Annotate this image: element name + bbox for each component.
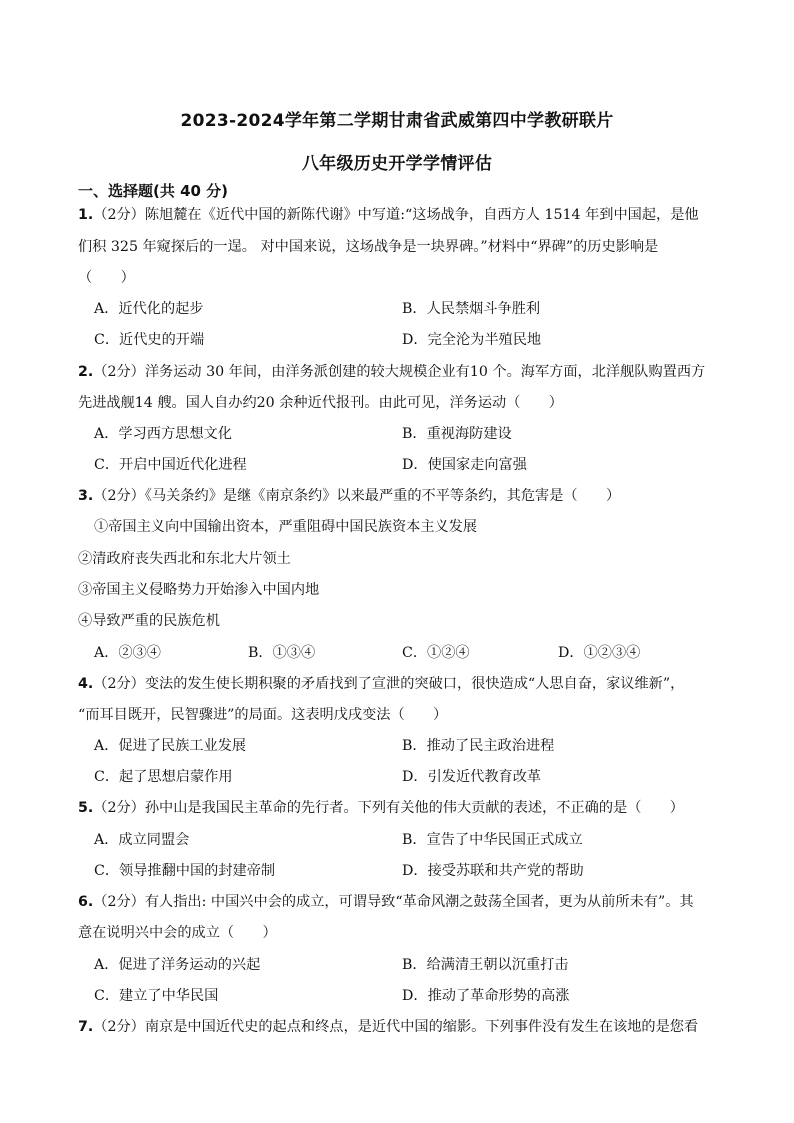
question-6-option-a: A．促进了洋务运动的兴起 bbox=[94, 957, 261, 973]
question-5-line-1 bbox=[78, 798, 728, 818]
question-number: 7. bbox=[78, 1019, 94, 1035]
question-text: 孙中山是我国民主革命的先行者。下列有关他的伟大贡献的表述，不正确的是（ ） bbox=[144, 800, 684, 816]
question-5-option-a: A．成立同盟会 bbox=[94, 832, 190, 848]
question-6-option-b: B．给满清王朝以沉重打击 bbox=[402, 957, 569, 973]
question-4-option-c: C．起了思想启蒙作用 bbox=[94, 769, 233, 785]
question-number: 4. bbox=[78, 676, 94, 692]
question-3-option-c: C．①②④ bbox=[402, 645, 470, 661]
question-score: （2分） bbox=[93, 364, 145, 380]
question-2-option-d: D．使国家走向富强 bbox=[402, 457, 527, 473]
question-3-statement-1: ①帝国主义向中国输出资本，严重阻碍中国民族资本主义发展 bbox=[94, 519, 478, 535]
question-text: 变法的发生使长期积聚的矛盾找到了宣泄的突破口，很快造成“人思自奋，家议维新”， bbox=[144, 676, 685, 692]
question-5-option-c: C．领导推翻中国的封建帝制 bbox=[94, 863, 276, 879]
question-1-option-d: D．完全沦为半殖民地 bbox=[402, 332, 542, 348]
question-6-option-c: C．建立了中华民国 bbox=[94, 988, 219, 1004]
question-text: 陈旭麓在《近代中国的新陈代谢》中写道:“这场战争，自西方人 1514 年到中国起，是他 bbox=[144, 207, 699, 223]
question-number: 5. bbox=[78, 800, 94, 816]
question-4-line-1 bbox=[78, 674, 728, 694]
question-score: （2分） bbox=[93, 207, 145, 223]
question-5-option-b: B．宣告了中华民国正式成立 bbox=[402, 832, 583, 848]
question-3-option-a: A．②③④ bbox=[94, 645, 161, 661]
question-text: 有人指出: 中国兴中会的成立，可谓导致“革命风潮之鼓荡全国者，更为从前所未有”。其 bbox=[144, 894, 694, 910]
question-7-line-1 bbox=[78, 1017, 728, 1037]
question-3-statement-2: ②清政府丧失西北和东北大片领土 bbox=[78, 551, 291, 567]
question-4-option-b: B．推动了民主政治进程 bbox=[402, 738, 555, 754]
question-1-option-c: C．近代史的开端 bbox=[94, 332, 205, 348]
question-text: 洋务运动 30 年间，由洋务派创建的较大规模企业有10 个。海军方面，北洋舰队购置西方 bbox=[144, 364, 706, 380]
question-score: （2分） bbox=[93, 676, 145, 692]
question-text: 《马关条约》是继《南京条约》以来最严重的不平等条约，其危害是（ ） bbox=[144, 488, 621, 504]
question-3-option-d: D．①②③④ bbox=[558, 645, 641, 661]
question-score: （2分） bbox=[93, 800, 145, 816]
question-1-option-b: B．人民禁烟斗争胜利 bbox=[402, 301, 541, 317]
question-2-option-b: B．重视海防建设 bbox=[402, 426, 512, 442]
question-3-statement-4: ④导致严重的民族危机 bbox=[78, 613, 220, 629]
question-4-line-2: “而耳目既开，民智骤进”的局面。这表明戊戌变法（ ） bbox=[78, 707, 448, 723]
exam-title: 2023-2024学年第二学期甘肃省武威第四中学教研联片 bbox=[180, 111, 614, 131]
question-3-option-b: B．①③④ bbox=[248, 645, 316, 661]
question-1-line-2: 们积 325 年窥探后的一逞。 对中国来说，这场战争是一块界碑。”材料中“界碑”的历史影响是 bbox=[78, 239, 659, 255]
question-1-line-1 bbox=[78, 205, 728, 225]
question-3-line-1 bbox=[78, 486, 728, 506]
question-1-option-a: A．近代化的起步 bbox=[94, 301, 204, 317]
question-5-option-d: D．接受苏联和共产党的帮助 bbox=[402, 863, 584, 879]
question-1-line-3: （ ） bbox=[78, 270, 135, 286]
question-4-option-a: A．促进了民族工业发展 bbox=[94, 738, 247, 754]
question-text: 南京是中国近代史的起点和终点，是近代中国的缩影。下列事件没有发生在该地的是您看 bbox=[144, 1019, 699, 1035]
question-score: （2分） bbox=[93, 894, 145, 910]
question-6-line-1 bbox=[78, 892, 728, 912]
section-heading: 一、选择题(共 40 分) bbox=[78, 182, 229, 200]
exam-subtitle: 八年级历史开学学情评估 bbox=[301, 154, 493, 174]
question-score: （2分） bbox=[93, 1019, 145, 1035]
question-6-option-d: D．推动了革命形势的高涨 bbox=[402, 988, 570, 1004]
question-number: 6. bbox=[78, 894, 94, 910]
question-number: 3. bbox=[78, 488, 94, 504]
question-2-option-c: C．开启中国近代化进程 bbox=[94, 457, 247, 473]
question-2-line-2: 先进战舰14 艘。国人自办约20 余种近代报刊。由此可见，洋务运动（ ） bbox=[78, 395, 563, 411]
question-number: 1. bbox=[78, 207, 94, 223]
question-2-line-1 bbox=[78, 362, 728, 382]
question-2-option-a: A．学习西方思想文化 bbox=[94, 426, 232, 442]
question-3-statement-3: ③帝国主义侵略势力开始渗入中国内地 bbox=[78, 582, 320, 598]
question-number: 2. bbox=[78, 364, 94, 380]
question-score: （2分） bbox=[93, 488, 145, 504]
question-4-option-d: D．引发近代教育改革 bbox=[402, 769, 542, 785]
question-6-line-2: 意在说明兴中会的成立（ ） bbox=[78, 925, 277, 941]
